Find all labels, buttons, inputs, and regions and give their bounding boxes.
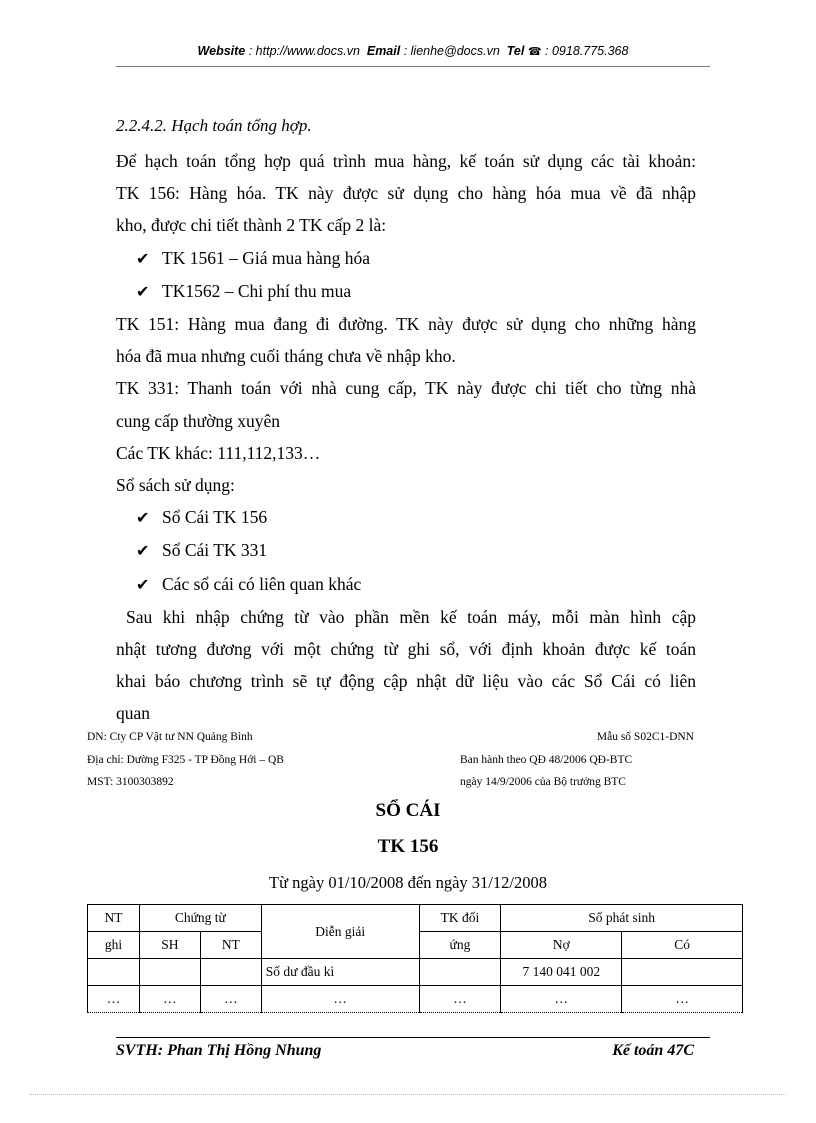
col-chung-tu: Chứng từ <box>139 905 261 932</box>
company-info <box>87 726 284 794</box>
tel-value: : 0918.775.368 <box>545 44 629 58</box>
ledger-title: SỔ CÁI <box>375 800 441 821</box>
table-header-row <box>88 905 743 932</box>
phone-icon: ☎ <box>527 45 542 58</box>
table-cell <box>88 959 140 986</box>
form-date: ngày 14/9/2006 của Bộ trưởng BTC <box>460 776 626 788</box>
paragraph: kho, được chi tiết thành 2 TK cấp 2 là: <box>116 215 387 236</box>
list-item: ✔ Các sổ cái có liên quan khác <box>116 568 696 601</box>
col-no: Nợ <box>501 932 622 959</box>
table-cell: … <box>501 986 622 1013</box>
table-cell: … <box>622 986 743 1013</box>
checkmark-icon: ✔ <box>136 541 150 561</box>
checkmark-icon: ✔ <box>136 574 150 594</box>
paragraph: TK 156: Hàng hóa. TK này được sử dụng cho hàng hóa mua về đã nhập <box>116 183 696 204</box>
website-label: Website <box>197 44 246 58</box>
col-sh: SH <box>139 932 200 959</box>
paragraph: Sau khi nhập chứng từ vào phần mền kế toán máy, mỗi màn hình cập <box>126 606 696 627</box>
body-text <box>116 145 696 730</box>
paragraph: TK 331: Thanh toán với nhà cung cấp, TK này được chi tiết cho từng nhà <box>116 378 696 399</box>
table-cell <box>139 959 200 986</box>
table-cell: … <box>261 986 419 1013</box>
paragraph: Để hạch toán tổng hợp quá trình mua hàng, kế toán sử dụng các tài khoản: <box>116 151 696 171</box>
footer-student: SVTH: Phan Thị Hồng Nhung <box>116 1042 322 1059</box>
form-number: Mẫu số S02C1-DNN <box>596 731 694 743</box>
paragraph: nhật tương đương với một chứng từ ghi sổ, với định khoản được kế toán <box>116 639 696 660</box>
header-divider <box>116 66 710 67</box>
company-name: DN: Cty CP Vật tư NN Quảng Bình <box>87 731 253 743</box>
table-cell: … <box>419 986 501 1013</box>
col-tk-doi-ung-2: ứng <box>419 932 501 959</box>
table-cell: 7 140 041 002 <box>501 959 622 986</box>
page-header <box>116 44 710 58</box>
col-nt-ghi-2: ghi <box>88 932 140 959</box>
checkmark-icon: ✔ <box>136 508 150 528</box>
table-cell: … <box>139 986 200 1013</box>
paragraph: quan <box>116 703 151 724</box>
paragraph: khai báo chương trình sẽ tự động cập nhật dữ liệu vào các Sổ Cái có liên <box>116 671 696 692</box>
company-tax-code: MST: 3100303892 <box>87 776 174 788</box>
paragraph: hóa đã mua nhưng cuối tháng chưa về nhập kho. <box>116 346 456 367</box>
footer-class: Kế toán 47C <box>612 1042 694 1059</box>
table-cell <box>200 959 261 986</box>
page-bottom-border <box>30 1094 786 1095</box>
table-row <box>88 986 743 1013</box>
table-cell <box>622 959 743 986</box>
list-item: ✔ TK 1561 – Giá mua hàng hóa <box>116 242 696 275</box>
paragraph: cung cấp thường xuyên <box>116 410 281 431</box>
tel-label: Tel <box>506 44 525 58</box>
section-title: 2.2.4.2. Hạch toán tổng hợp. <box>116 116 312 135</box>
email-value: : lienhe@docs.vn <box>403 44 500 58</box>
col-so-phat-sinh: Số phát sinh <box>501 905 743 932</box>
checkmark-icon: ✔ <box>136 248 150 268</box>
col-nt: NT <box>200 932 261 959</box>
paragraph: Các TK khác: 111,112,133… <box>116 442 321 463</box>
list-item: ✔ Sổ Cái TK 331 <box>116 534 696 567</box>
paragraph: Sổ sách sử dụng: <box>116 475 235 496</box>
col-co: Có <box>622 932 743 959</box>
col-nt-ghi: NT <box>88 905 140 932</box>
website-value: : http://www.docs.vn <box>248 44 360 58</box>
ledger-account: TK 156 <box>377 836 439 857</box>
table-cell: … <box>88 986 140 1013</box>
col-dien-giai: Diễn giải <box>261 905 419 959</box>
form-info <box>460 726 694 794</box>
ledger-period: Từ ngày 01/10/2008 đến ngày 31/12/2008 <box>269 873 547 892</box>
list-item: ✔ Sổ Cái TK 156 <box>116 501 696 534</box>
table-cell: Số dư đầu kì <box>261 959 419 986</box>
table-cell: … <box>200 986 261 1013</box>
paragraph: TK 151: Hàng mua đang đi đường. TK này được sử dụng cho những hàng <box>116 314 696 335</box>
footer-divider <box>116 1037 710 1038</box>
ledger-table <box>87 904 743 1013</box>
table-row <box>88 959 743 986</box>
table-cell <box>419 959 501 986</box>
list-item: ✔ TK1562 – Chi phí thu mua <box>116 275 696 308</box>
email-label: Email <box>366 44 401 58</box>
checkmark-icon: ✔ <box>136 281 150 301</box>
col-tk-doi-ung: TK đối <box>419 905 501 932</box>
form-issued: Ban hành theo QĐ 48/2006 QĐ-BTC <box>460 753 633 766</box>
company-address: Địa chỉ: Dường F325 - TP Đồng Hới – QB <box>87 753 284 766</box>
